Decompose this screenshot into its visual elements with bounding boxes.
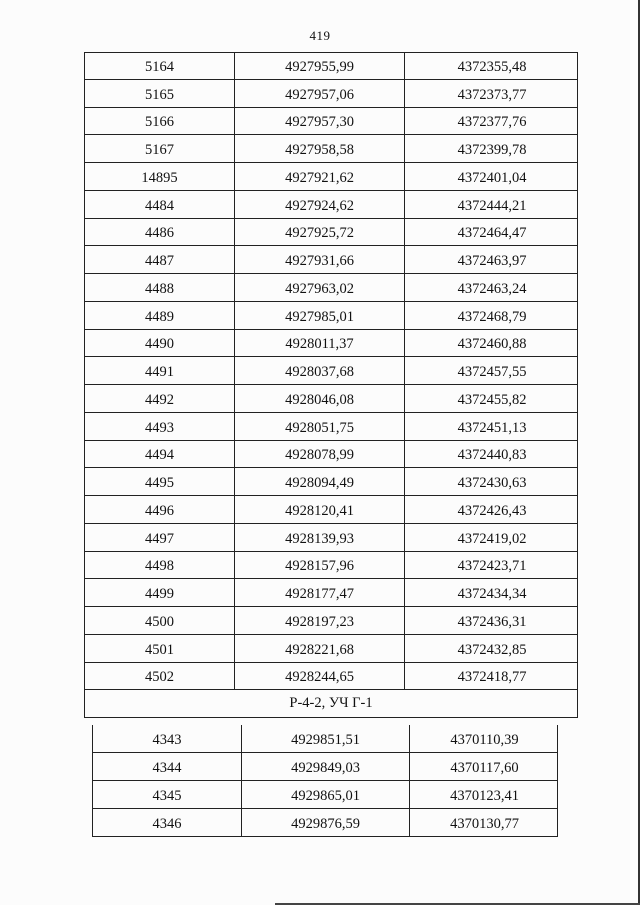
point-number-cell: 4484 bbox=[145, 197, 174, 214]
point-number-cell: 4497 bbox=[145, 530, 174, 547]
x-coordinate-cell: 4928078,99 bbox=[234, 441, 404, 468]
y-coordinate-cell: 4372418,77 bbox=[404, 663, 579, 690]
x-coordinate-cell: 4927921,62 bbox=[234, 163, 404, 190]
point-number-cell: 4488 bbox=[145, 280, 174, 297]
point-number-cell: 4496 bbox=[145, 502, 174, 519]
x-coordinate-cell: 4927963,02 bbox=[234, 274, 404, 301]
table-row bbox=[84, 441, 578, 469]
y-coordinate-cell: 4372440,83 bbox=[404, 441, 579, 468]
table-row bbox=[84, 274, 578, 302]
y-coordinate-cell: 4372434,34 bbox=[404, 579, 579, 606]
point-number-cell: 14895 bbox=[141, 169, 178, 186]
table-row bbox=[84, 108, 578, 136]
point-number-cell: 4492 bbox=[145, 391, 174, 408]
x-coordinate-cell: 4927957,06 bbox=[234, 80, 404, 107]
y-coordinate-cell: 4372401,04 bbox=[404, 163, 579, 190]
x-coordinate-cell: 4927985,01 bbox=[234, 302, 404, 329]
point-number-cell: 5166 bbox=[145, 114, 174, 131]
table-row bbox=[84, 163, 578, 191]
y-coordinate-cell: 4372464,47 bbox=[404, 219, 579, 246]
x-coordinate-cell: 4927957,30 bbox=[234, 108, 404, 135]
x-coordinate-cell: 4929865,01 bbox=[241, 781, 409, 808]
section-heading: Р-4-2, УЧ Г-1 bbox=[84, 690, 578, 718]
point-number-cell: 4491 bbox=[145, 364, 174, 380]
y-coordinate-cell: 4372444,21 bbox=[404, 191, 579, 218]
y-coordinate-cell: 4370130,77 bbox=[409, 809, 559, 836]
x-coordinate-cell: 4928139,93 bbox=[234, 524, 404, 551]
table-row bbox=[84, 246, 578, 274]
x-coordinate-cell: 4927931,66 bbox=[234, 246, 404, 273]
x-coordinate-cell: 4927924,62 bbox=[234, 191, 404, 218]
point-number-cell: 4345 bbox=[152, 788, 182, 804]
x-coordinate-cell: 4928197,23 bbox=[234, 607, 404, 634]
table-row bbox=[84, 663, 578, 691]
table-row bbox=[84, 52, 578, 80]
y-coordinate-cell: 4372463,24 bbox=[404, 274, 579, 301]
table-row bbox=[84, 385, 578, 413]
table-row bbox=[84, 191, 578, 219]
point-number-cell: 4494 bbox=[145, 447, 174, 464]
x-coordinate-cell: 4928157,96 bbox=[234, 552, 404, 579]
y-coordinate-cell: 4370117,60 bbox=[409, 753, 559, 780]
x-coordinate-cell: 4928244,65 bbox=[234, 663, 404, 690]
table-row bbox=[84, 302, 578, 330]
y-coordinate-cell: 4372457,55 bbox=[404, 357, 579, 384]
x-coordinate-cell: 4928177,47 bbox=[234, 579, 404, 606]
y-coordinate-cell: 4372373,77 bbox=[404, 80, 579, 107]
y-coordinate-cell: 4372399,78 bbox=[404, 135, 579, 162]
y-coordinate-cell: 4372436,31 bbox=[404, 607, 579, 634]
y-coordinate-cell: 4372419,02 bbox=[404, 524, 579, 551]
x-coordinate-cell: 4928037,68 bbox=[234, 357, 404, 384]
point-number-cell: 4344 bbox=[152, 760, 182, 776]
coordinates-table bbox=[84, 52, 578, 718]
y-coordinate-cell: 4370110,39 bbox=[409, 725, 559, 752]
table-row bbox=[84, 413, 578, 441]
table-row bbox=[84, 635, 578, 663]
x-coordinate-cell: 4928011,37 bbox=[234, 330, 404, 357]
x-coordinate-cell: 4929876,59 bbox=[241, 809, 409, 836]
point-number-cell: 4499 bbox=[145, 586, 174, 602]
table-row bbox=[84, 524, 578, 552]
table-row bbox=[84, 552, 578, 580]
y-coordinate-cell: 4372460,88 bbox=[404, 330, 579, 357]
y-coordinate-cell: 4372451,13 bbox=[404, 413, 579, 440]
point-number-cell: 4343 bbox=[152, 732, 182, 748]
y-coordinate-cell: 4370123,41 bbox=[409, 781, 559, 808]
point-number-cell: 4489 bbox=[145, 308, 174, 325]
x-coordinate-cell: 4928051,75 bbox=[234, 413, 404, 440]
table-row bbox=[84, 607, 578, 635]
table-row bbox=[84, 579, 578, 607]
point-number-cell: 4502 bbox=[145, 669, 174, 686]
table-row bbox=[92, 809, 558, 837]
point-number-cell: 4493 bbox=[145, 419, 174, 436]
table-row bbox=[84, 219, 578, 247]
point-number-cell: 4346 bbox=[152, 816, 182, 832]
y-coordinate-cell: 4372455,82 bbox=[404, 385, 579, 412]
x-coordinate-cell: 4928120,41 bbox=[234, 496, 404, 523]
y-coordinate-cell: 4372423,71 bbox=[404, 552, 579, 579]
y-coordinate-cell: 4372426,43 bbox=[404, 496, 579, 523]
point-number-cell: 4495 bbox=[145, 475, 174, 491]
x-coordinate-cell: 4927955,99 bbox=[234, 53, 404, 79]
x-coordinate-cell: 4929849,03 bbox=[241, 753, 409, 780]
x-coordinate-cell: 4928094,49 bbox=[234, 468, 404, 495]
point-number-cell: 5164 bbox=[145, 58, 174, 75]
table-row bbox=[92, 725, 558, 753]
table-row bbox=[84, 496, 578, 524]
x-coordinate-cell: 4928221,68 bbox=[234, 635, 404, 662]
x-coordinate-cell: 4929851,51 bbox=[241, 725, 409, 752]
table-row bbox=[84, 468, 578, 496]
point-number-cell: 5165 bbox=[145, 86, 174, 103]
y-coordinate-cell: 4372463,97 bbox=[404, 246, 579, 273]
page-number: 419 bbox=[309, 28, 331, 43]
point-number-cell: 4487 bbox=[145, 253, 174, 269]
y-coordinate-cell: 4372377,76 bbox=[404, 108, 579, 135]
y-coordinate-cell: 4372468,79 bbox=[404, 302, 579, 329]
point-number-cell: 4486 bbox=[145, 225, 174, 242]
table-row bbox=[92, 753, 558, 781]
point-number-cell: 4490 bbox=[145, 336, 174, 353]
y-coordinate-cell: 4372430,63 bbox=[404, 468, 579, 495]
point-number-cell: 5167 bbox=[145, 142, 174, 158]
y-coordinate-cell: 4372432,85 bbox=[404, 635, 579, 662]
x-coordinate-cell: 4927958,58 bbox=[234, 135, 404, 162]
table-row bbox=[92, 781, 558, 809]
coordinates-table-section bbox=[92, 725, 558, 837]
table-row bbox=[84, 80, 578, 108]
table-row bbox=[84, 330, 578, 358]
x-coordinate-cell: 4928046,08 bbox=[234, 385, 404, 412]
x-coordinate-cell: 4927925,72 bbox=[234, 219, 404, 246]
table-row bbox=[84, 357, 578, 385]
point-number-cell: 4500 bbox=[145, 613, 174, 630]
point-number-cell: 4501 bbox=[145, 641, 174, 658]
table-row bbox=[84, 135, 578, 163]
y-coordinate-cell: 4372355,48 bbox=[404, 53, 579, 79]
point-number-cell: 4498 bbox=[145, 558, 174, 575]
